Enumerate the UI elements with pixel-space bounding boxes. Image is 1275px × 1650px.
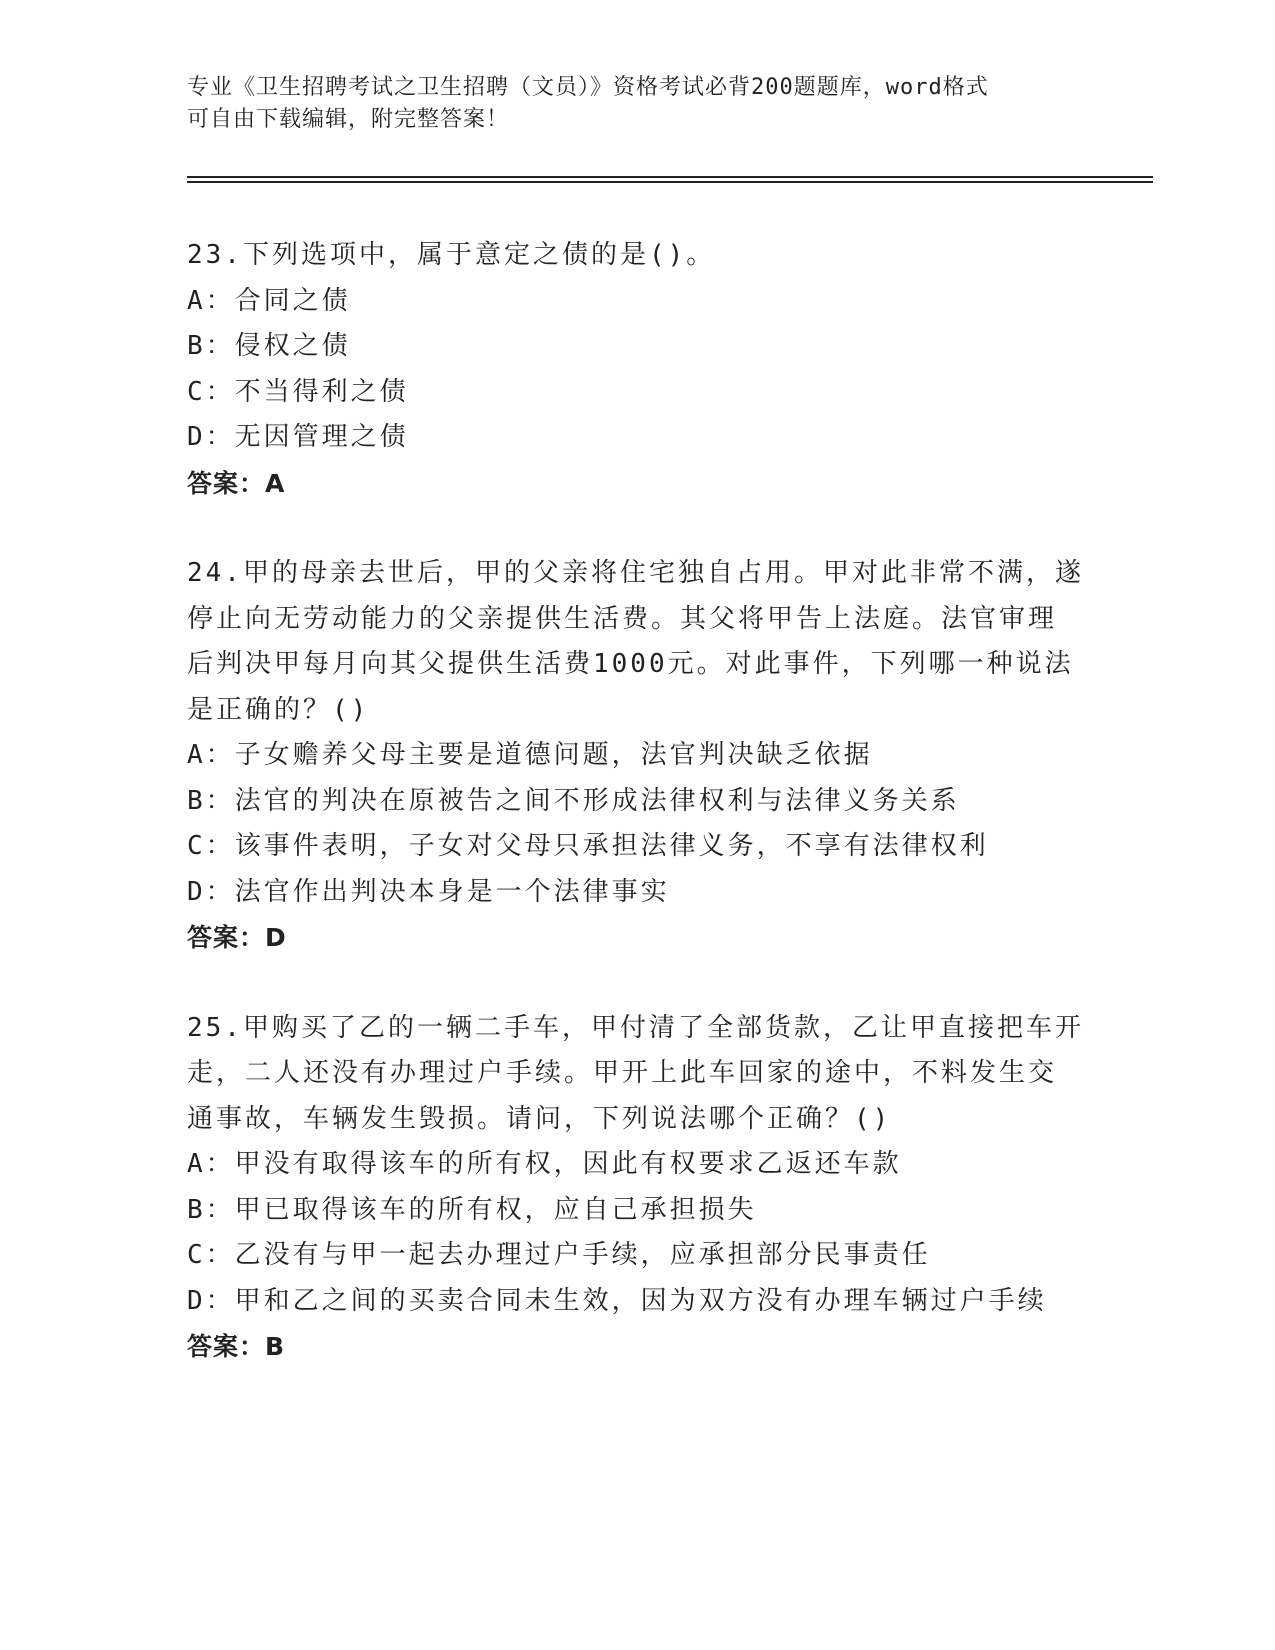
option-d: D：法官作出判决本身是一个法律事实 [187,876,670,907]
question-list [187,233,1087,1370]
option-b: B：甲已取得该车的所有权，应自己承担损失 [187,1194,757,1225]
option-b: B：法官的判决在原被告之间不形成法律权利与法律义务关系 [187,785,960,816]
option-c: C：乙没有与甲一起去办理过户手续，应承担部分民事责任 [187,1240,931,1270]
header-line-2: 可自由下载编辑，附完整答案！ [187,107,510,132]
question-stem-line-2: 走，二人还没有办理过户手续。甲开上此车回家的途中，不料发生交 [187,1058,1058,1088]
question-stem-line-2: 停止向无劳动能力的父亲提供生活费。其父将甲告上法庭。法官审理 [187,603,1058,634]
option-c: C：该事件表明，子女对父母只承担法律义务，不享有法律权利 [187,831,989,861]
question-stem-line-1: 25.甲购买了乙的一辆二手车，甲付清了全部货款，乙让甲直接把车开 [187,1012,1084,1043]
option-c: C：不当得利之债 [187,376,409,407]
question-stem-line-1: 24.甲的母亲去世后，甲的父亲将住宅独自占用。甲对此非常不满，遂 [187,558,1084,588]
option-a: A：子女赡养父母主要是道德问题，法官判决缺乏依据 [187,740,873,770]
question-stem-line-3: 后判决甲每月向其父提供生活费1000元。对此事件，下列哪一种说法 [187,649,1074,679]
header-divider-bottom [187,181,1153,183]
question-23 [187,233,1087,506]
header-divider-top [187,176,1153,178]
option-a: A：甲没有取得该车的所有权，因此有权要求乙返还车款 [187,1149,902,1179]
answer-label: 答案：D [187,923,287,952]
option-d: D：无因管理之债 [187,422,409,452]
question-24 [187,551,1087,961]
question-stem-line-3: 通事故，车辆发生毁损。请问，下列说法哪个正确？() [187,1103,892,1134]
header-line-1: 专业《卫生招聘考试之卫生招聘（文员）》资格考试必背200题题库，word格式 [187,75,989,100]
question-25 [187,1006,1087,1370]
question-stem-line-4: 是正确的？() [187,694,370,725]
question-stem: 23.下列选项中，属于意定之债的是()。 [187,240,716,270]
option-b: B：侵权之债 [187,331,351,361]
document-header [187,72,1067,136]
answer-label: 答案：B [187,1332,286,1361]
answer-label: 答案：A [187,468,286,498]
option-d: D：甲和乙之间的买卖合同未生效，因为双方没有办理车辆过户手续 [187,1285,1047,1316]
option-a: A：合同之债 [187,285,351,316]
